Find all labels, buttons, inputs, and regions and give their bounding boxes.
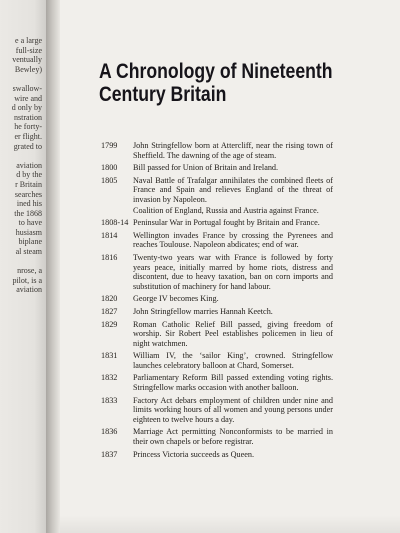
entry-paragraph: Bill passed for Union of Britain and Ireland. <box>133 163 279 173</box>
entry-year-cell <box>60 294 133 304</box>
left-page-line: searches <box>14 189 42 199</box>
left-page-line: he forty- <box>14 122 42 132</box>
entry-year: 1833 <box>101 395 118 405</box>
chronology-entry <box>60 141 400 160</box>
left-page-text <box>12 36 42 295</box>
page-title: A Chronology of Nineteenth Century Britain <box>99 60 333 106</box>
entry-paragraph: Parliamentary Reform Bill passed extending voting rights. Stringfellow marks occasion with another balloon. <box>133 373 333 393</box>
entry-year-cell <box>60 373 133 383</box>
entry-year-cell <box>60 218 133 228</box>
entry-paragraph: John Stringfellow born at Attercliff, near the rising town of Sheffield. The dawning of the age of steam. <box>133 141 333 160</box>
left-page-line: full-size <box>15 45 42 55</box>
entry-year: 1820 <box>101 294 118 304</box>
entry-year-cell <box>60 253 133 263</box>
paragraph-gap <box>12 257 42 267</box>
book-gutter <box>46 0 60 533</box>
entry-year-cell <box>60 176 133 186</box>
entry-year: 1837 <box>101 449 118 459</box>
chronology-entry <box>60 163 400 173</box>
left-page-line: ventually <box>12 55 42 65</box>
entry-paragraph: Naval Battle of Trafalgar annihilates the combined fleets of France and Spain and relieves England of the threat of invasion by Napoleon. <box>133 175 333 204</box>
left-page-line: Bewley) <box>14 64 42 74</box>
entry-paragraph: William IV, the ‘sailor King’, crowned. Stringfellow launches celebratory balloon at Chard, Somerset. <box>133 351 333 370</box>
left-page-line: the 1868 <box>14 208 42 218</box>
entry-paragraph: Princess Victoria succeeds as Queen. <box>133 449 254 459</box>
entry-text <box>133 141 333 160</box>
entry-year: 1831 <box>101 351 118 361</box>
entry-text <box>133 253 333 291</box>
entry-year-cell <box>60 351 133 361</box>
left-page-line: ined his <box>16 199 42 209</box>
entry-text <box>133 396 333 425</box>
left-page-edge <box>0 0 46 533</box>
entry-year: 1832 <box>101 373 118 383</box>
entry-year: 1805 <box>101 175 118 185</box>
entry-year-cell <box>60 307 133 317</box>
left-page-line: aviation <box>16 160 42 170</box>
left-page-line: r Britain <box>15 179 42 189</box>
chronology-entry <box>60 294 400 304</box>
chronology-entry <box>60 231 400 250</box>
chronology-entry <box>60 351 400 370</box>
left-page-line: swallow- <box>12 83 42 93</box>
left-page-line: aviation <box>16 285 42 295</box>
entry-year: 1799 <box>101 141 118 150</box>
chronology-entry <box>60 253 400 291</box>
entry-year: 1808-14 <box>101 218 129 228</box>
entry-text <box>133 320 333 349</box>
entry-paragraph: John Stringfellow marries Hannah Keetch. <box>133 306 273 316</box>
entry-paragraph: Peninsular War in Portugal fought by Britain and France. <box>133 218 320 228</box>
entry-year-cell <box>60 141 133 151</box>
entry-year: 1814 <box>101 230 118 240</box>
entry-text <box>133 218 333 228</box>
left-page-line: er flight. <box>14 131 42 141</box>
entry-paragraph: Wellington invades France by crossing the Pyrenees and reaches Toulouse. Napoleon abdicates; end of war. <box>133 230 333 250</box>
entry-paragraph: Marriage Act permitting Nonconformists to be married in their own chapels or before registrar. <box>133 427 333 447</box>
left-page-line: pilot, is a <box>12 275 42 285</box>
left-page-line: wire and <box>14 93 42 103</box>
chronology-entry <box>60 427 400 446</box>
entry-paragraph: Coalition of England, Russia and Austria against France. <box>133 205 319 215</box>
entry-paragraph: Twenty-two years war with France is followed by forty years peace, initially marred by home riots, distress and discontent, due to heavy taxation, ban on corn imports and substitution of machinery for hand labour. <box>133 252 333 291</box>
entry-paragraph: George IV becomes King. <box>133 294 219 304</box>
entry-text <box>133 231 333 250</box>
entry-year-cell <box>60 231 133 241</box>
chronology-entry <box>60 307 400 317</box>
entry-year-cell <box>60 396 133 406</box>
entry-text <box>133 450 333 460</box>
entry-text <box>133 351 333 370</box>
chronology-entry <box>60 396 400 425</box>
entry-year: 1836 <box>101 427 118 437</box>
entry-text <box>133 307 333 317</box>
entry-year: 1827 <box>101 306 118 316</box>
left-page-line: d by the <box>16 170 42 180</box>
entry-year-cell <box>60 450 133 460</box>
chronology-list <box>60 141 400 462</box>
paragraph-gap <box>12 151 42 161</box>
left-page-line: to have <box>18 218 42 228</box>
entry-text <box>133 163 333 173</box>
left-page-line: biplane <box>18 237 42 247</box>
entry-text <box>133 373 333 392</box>
entry-paragraph: Factory Act debars employment of children under nine and limits working hours of all women and young persons under eighteen to twelve hours a day. <box>133 395 333 424</box>
entry-text <box>133 176 333 215</box>
left-page-line: husiasm <box>15 227 42 237</box>
left-page-line: nstration <box>14 112 42 122</box>
entry-text <box>133 427 333 446</box>
entry-paragraph: Roman Catholic Relief Bill passed, giving freedom of worship. Sir Robert Peel establishes policemen in lieu of night watchmen. <box>133 319 333 348</box>
left-page-line: nrose, a <box>17 266 42 276</box>
entry-year: 1800 <box>101 163 118 173</box>
entry-year-cell <box>60 163 133 173</box>
left-page-line: al steam <box>15 247 42 257</box>
entry-text <box>133 294 333 304</box>
chronology-entry <box>60 450 400 460</box>
chronology-entry <box>60 320 400 349</box>
left-page-line: e a large <box>15 36 42 45</box>
chronology-entry <box>60 176 400 215</box>
entry-year: 1816 <box>101 252 118 262</box>
right-page <box>60 0 400 533</box>
entry-year: 1829 <box>101 319 118 329</box>
chronology-entry <box>60 218 400 228</box>
entry-year-cell <box>60 320 133 330</box>
entry-year-cell <box>60 427 133 437</box>
page-shadow <box>60 515 400 533</box>
chronology-entry <box>60 373 400 392</box>
paragraph-gap <box>12 74 42 84</box>
left-page-line: d only by <box>11 103 42 113</box>
left-page-line: grated to <box>13 141 42 151</box>
